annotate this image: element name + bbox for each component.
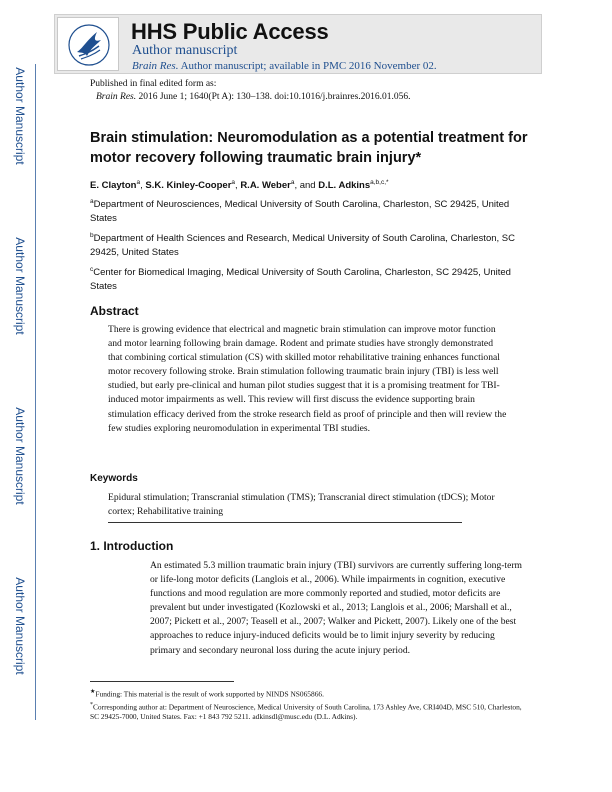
article-title: Brain stimulation: Neuromodulation as a potential treatment for motor recovery following traumatic brain injury* [90,130,528,166]
affiliation: $^a$Department of Neurosciences, Medical University of South Carolina, Charleston, SC 29425, United States [90,198,510,225]
author-name: S.K. Kinley-Cooper [145,180,232,192]
citation-text: 2016 June 1; 1640(Pt A): 130–138. doi:10.1016/j.brainres.2016.01.056. [136,92,411,102]
side-rule [35,64,36,720]
side-label-3: Author Manuscript [13,407,27,505]
footnote-corresponding: *Corresponding author at: Department of Neuroscience, Medical University of South Carolina, 173 Ashley Ave, CRI404D, MSC 510, Charleston, SC 29425-7000, United States. Fax: +1 843 792 5211. adkinsdl@musc.edu (D.L. Adkins). [90,702,522,721]
footnote-divider [90,681,234,682]
author-list: E. Clayton$^a$, S.K. Kinley-Cooper$^a$, R.A. Weber$^a$, and D.L. Adkins$^{a,b,c,*}$ [90,179,389,192]
author-name: R.A. Weber [240,180,291,192]
banner-journal: Brain Res. [132,60,179,72]
hhs-eagle-icon [67,22,111,68]
banner-availability [132,60,437,72]
side-label-2: Author Manuscript [13,237,27,335]
keywords-text: Epidural stimulation; Transcranial stimulation (TMS); Transcranial direct stimulation (tDCS); Motor cortex; Rehabilitative training [108,492,495,517]
keywords-divider [108,522,462,523]
banner-subtitle: Author manuscript [132,43,238,58]
citation-journal: Brain Res. [96,92,137,102]
banner-availability-text: Author manuscript; available in PMC 2016 November 02. [178,60,437,72]
author-and: and [299,180,316,192]
intro-text: An estimated 5.3 million traumatic brain injury (TBI) survivors are currently suffering long-term or life-long motor deficits (Langlois et al., 2006). While impairments in cognition, executive functions and mood regulation are more commonly reported and studied, motor deficits are prevalent but under investigated (Kozlowski et al., 2013; Langlois et al., 2006; Marshall et al., 2007; Pickett et al., 2007; Teasell et al., 2007; Walker and Pickett, 2007). Likely one of the best approaches to reduce injury-induced deficits would be to limit injury severity by reducing primary and secondary neuronal loss during the acute injury period. [150,560,523,656]
affiliation: $^c$Center for Biomedical Imaging, Medical University of South Carolina, Charleston, SC 29425, United States [90,266,511,293]
author-sup: a [136,179,141,186]
footnote-funding: ★Funding: This material is the result of work supported by NINDS NS065866. [90,689,324,699]
author-name: D.L. Adkins [318,180,371,192]
banner-title: HHS Public Access [131,19,329,44]
author-name: E. Clayton [90,180,137,192]
intro-heading: 1. Introduction [90,539,174,553]
side-label-1: Author Manuscript [13,67,27,165]
abstract-text: There is growing evidence that electrical and magnetic brain stimulation can improve motor function and motor learning following brain damage. Rodent and primate studies have strongly demonstrated that combining cortical stimulation (CS) with skilled motor rehabilitative training enhances functional motor recovery following stroke. Brain stimulation following traumatic brain injury (TBI) is less well studied, but early pre-clinical and human pilot studies suggest that it is a promising treatment for TBI-induced motor impairments as well. This review will first discuss the evidence supporting brain stimulation efficacy derived from the stroke research field as proof of principle and then will review the few studies exploring neuromodulation in experimental TBI studies. [108,324,507,434]
author-sup: a [231,179,236,186]
affiliation: $^b$Department of Health Sciences and Research, Medical University of South Carolina, Charleston, SC 29425, United States [90,232,515,259]
author-sup: a [290,179,295,186]
abstract-heading: Abstract [90,304,139,318]
keywords-heading: Keywords [90,473,138,484]
publication-info [90,78,411,104]
author-sup: a,b,c,* [370,179,389,186]
hhs-banner [54,14,542,74]
citation [96,91,411,104]
published-line: Published in final edited form as: [90,79,217,89]
side-label-4: Author Manuscript [13,577,27,675]
hhs-logo [57,17,119,71]
